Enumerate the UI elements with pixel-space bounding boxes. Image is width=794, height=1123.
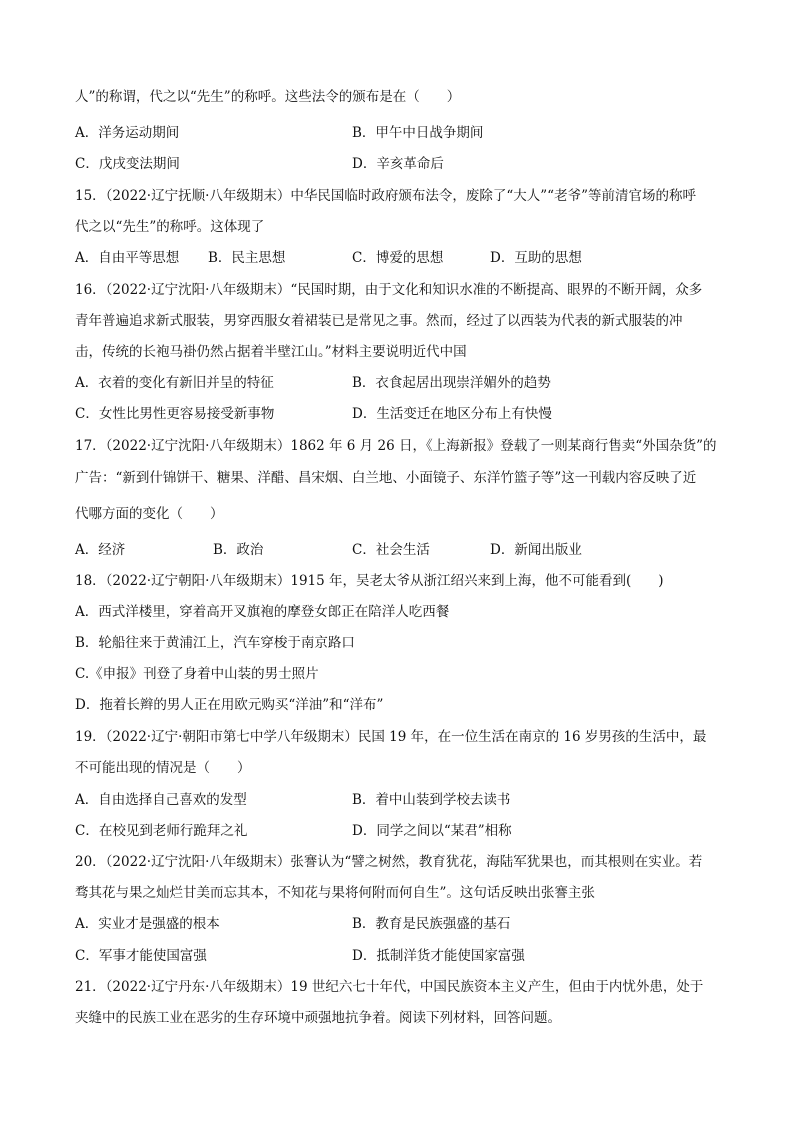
q20-stem-line-2: 骛其花与果之灿烂甘美而忘其本，不知花与果将何附而何自生”。这句话反映出张謇主张 [75, 885, 595, 901]
q17-stem-line-1: 17．（2022·辽宁沈阳·八年级期末）1862 年 6 月 26 日，《上海新报》登载了一则某商行售卖“外国杂货”的 [75, 438, 717, 454]
q20-option-a: A．实业才是强盛的根本 [75, 916, 220, 932]
q16-stem-line-3: 击，传统的长袍马褂仍然占据着半壁江山。”材料主要说明近代中国 [75, 344, 467, 360]
q15-option-d: D．互助的思想 [490, 250, 582, 266]
q17-stem-line-3: 代哪方面的变化（ ） [75, 506, 224, 522]
q17-option-a: A．经济 [75, 542, 126, 558]
q17-option-b: B．政治 [213, 542, 264, 558]
q19-stem-line-1: 19．（2022·辽宁·朝阳市第七中学八年级期末）民国 19 年，在一位生活在南京的 16 岁男孩的生活中，最 [75, 729, 707, 745]
q17-option-c: C．社会生活 [352, 542, 430, 558]
q16-option-b: B．衣食起居出现崇洋媚外的趋势 [352, 375, 551, 391]
q20-stem-line-1: 20．（2022·辽宁沈阳·八年级期末）张謇认为“譬之树然，教育犹花，海陆军犹果也，而其根则在实业。若 [75, 854, 703, 870]
q17-option-d: D．新闻出版业 [490, 542, 582, 558]
q18-option-a: A．西式洋楼里，穿着高开叉旗袍的摩登女郎正在陪洋人吃西餐 [75, 604, 450, 620]
q16-option-d: D．生活变迁在地区分布上有快慢 [352, 406, 552, 422]
q18-option-b: B．轮船往来于黄浦江上，汽车穿梭于南京路口 [75, 635, 355, 651]
q21-stem-line-2: 夹缝中的民族工业在恶劣的生存环境中顽强地抗争着。阅读下列材料，回答问题。 [75, 1010, 561, 1026]
q20-option-b: B．教育是民族强盛的基石 [352, 916, 511, 932]
q18-stem: 18．（2022·辽宁朝阳·八年级期末）1915 年，吴老太爷从浙江绍兴来到上海，他不可能看到( ) [75, 573, 664, 589]
q18-option-d: D．拖着长辫的男人正在用欧元购买“洋油”和“洋布” [75, 697, 384, 713]
q18-option-c: C.《申报》刊登了身着中山装的男士照片 [75, 666, 319, 682]
q15-stem-line-1: 15．（2022·辽宁抚顺·八年级期末）中华民国临时政府颁布法令，废除了“大人”“老爷”等前清官场的称呼 [75, 188, 696, 204]
q14-option-d: D．辛亥革命后 [352, 156, 444, 172]
q14-option-c: C．戊戌变法期间 [75, 156, 180, 172]
q16-option-c: C．女性比男性更容易接受新事物 [75, 406, 275, 422]
q15-option-c: C．博爱的思想 [352, 250, 444, 266]
q17-stem-line-2: 广告：“新到什锦饼干、糖果、洋醋、昌宋烟、白兰地、小面镜子、东洋竹篮子等”这一刊载内容反映了近 [75, 470, 697, 486]
q19-stem-line-2: 不可能出现的情况是（ ） [75, 760, 251, 776]
q16-option-a: A．衣着的变化有新旧并呈的特征 [75, 375, 274, 391]
q16-stem-line-1: 16．（2022·辽宁沈阳·八年级期末）“民国时期，由于文化和知识水准的不断提高、眼界的不断开阔，众多 [75, 282, 703, 298]
q15-option-b: B．民主思想 [208, 250, 286, 266]
q16-stem-line-2: 青年普遍追求新式服装，男穿西服女着裙装已是常见之事。然而，经过了以西装为代表的新式服装的冲 [75, 313, 683, 329]
q19-option-d: D．同学之间以“某君”相称 [352, 823, 512, 839]
q14-stem-tail: 人”的称谓，代之以“先生”的称呼。这些法令的颁布是在（ ） [75, 89, 461, 105]
q15-option-a: A．自由平等思想 [75, 250, 180, 266]
q14-option-a: A．洋务运动期间 [75, 125, 180, 141]
q15-stem-line-2: 代之以“先生”的称呼。这体现了 [75, 219, 265, 235]
q19-option-c: C．在校见到老师行跪拜之礼 [75, 823, 248, 839]
q21-stem-line-1: 21．（2022·辽宁丹东·八年级期末）19 世纪六七十年代，中国民族资本主义产生，但由于内忧外患，处于 [75, 979, 704, 995]
q19-option-b: B．着中山装到学校去读书 [352, 792, 511, 808]
q19-option-a: A．自由选择自己喜欢的发型 [75, 792, 247, 808]
q20-option-d: D．抵制洋货才能使国家富强 [352, 948, 525, 964]
q14-option-b: B．甲午中日战争期间 [352, 125, 484, 141]
q20-option-c: C．军事才能使国富强 [75, 948, 207, 964]
